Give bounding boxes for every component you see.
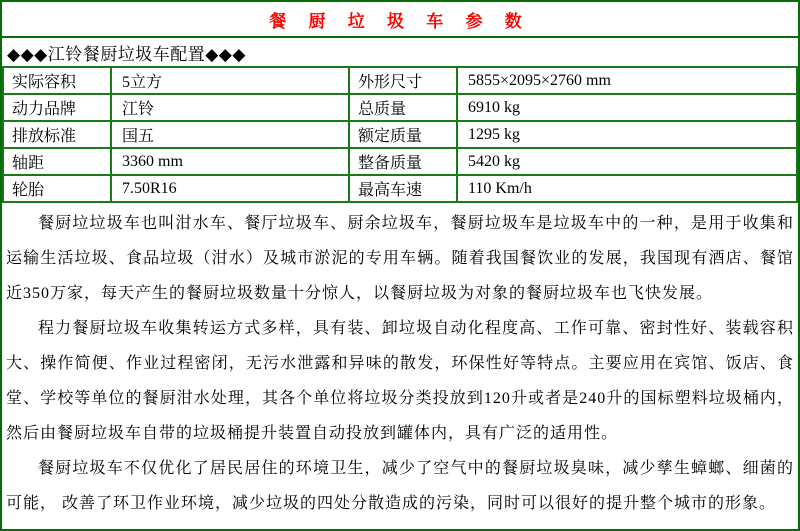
table-row xyxy=(3,94,797,121)
table-row xyxy=(3,121,797,148)
spec-label: 轴距 xyxy=(3,148,111,175)
spec-label: 总质量 xyxy=(349,94,457,121)
spec-label: 动力品牌 xyxy=(3,94,111,121)
table-row xyxy=(3,67,797,94)
spec-value: 5420 kg xyxy=(457,148,797,175)
description-section xyxy=(2,203,798,521)
table-row xyxy=(3,175,797,202)
description-paragraph: 餐厨垃垃圾车也叫泔水车、餐厅垃圾车、厨余垃圾车，餐厨垃圾车是垃圾车中的一种，是用于收集和运输生活垃圾、食品垃圾（泔水）及城市淤泥的专用车辆。随着我国餐饮业的发展，我国现有酒店、餐馆近350万家，每天产生的餐厨垃圾数量十分惊人，以餐厨垃圾为对象的餐厨垃圾车也飞快发展。 xyxy=(6,215,794,302)
spec-value: 3360 mm xyxy=(111,148,349,175)
spec-value: 6910 kg xyxy=(457,94,797,121)
spec-value: 5立方 xyxy=(111,67,349,94)
section-header-bar xyxy=(2,38,798,66)
title-bar xyxy=(2,2,798,38)
spec-value: 110 Km/h xyxy=(457,175,797,202)
spec-label: 实际容积 xyxy=(3,67,111,94)
spec-label: 整备质量 xyxy=(349,148,457,175)
spec-value: 1295 kg xyxy=(457,121,797,148)
spec-value: 7.50R16 xyxy=(111,175,349,202)
page-title: 餐 厨 垃 圾 车 参 数 xyxy=(269,11,531,31)
table-row xyxy=(3,148,797,175)
description-paragraph: 餐厨垃圾车不仅优化了居民居住的环境卫生，减少了空气中的餐厨垃圾臭味，减少孳生蟑螂、细菌的可能， 改善了环卫作业环境，减少垃圾的四处分散造成的污染，同时可以很好的提升整个城市的形象。 xyxy=(6,460,794,512)
spec-label: 最高车速 xyxy=(349,175,457,202)
section-header: ◆◆◆江铃餐厨垃圾车配置◆◆◆ xyxy=(7,44,246,64)
spec-label: 排放标准 xyxy=(3,121,111,148)
description-paragraph: 程力餐厨垃圾车收集转运方式多样，具有装、卸垃圾自动化程度高、工作可靠、密封性好、装载容积大、操作简便、作业过程密闭，无污水泄露和异味的散发，环保性好等特点。主要应用在宾馆、饭店、食堂、学校等单位的餐厨泔水处理，其各个单位将垃圾分类投放到120升或者是240升的国标塑料垃圾桶内，然后由餐厨垃圾车自带的垃圾桶提升装置自动投放到罐体内，具有广泛的适用性。 xyxy=(6,320,794,442)
spec-value: 5855×2095×2760 mm xyxy=(457,67,797,94)
spec-label: 外形尺寸 xyxy=(349,67,457,94)
spec-value: 国五 xyxy=(111,121,349,148)
spec-table xyxy=(2,66,798,203)
spec-value: 江铃 xyxy=(111,94,349,121)
spec-label: 额定质量 xyxy=(349,121,457,148)
spec-label: 轮胎 xyxy=(3,175,111,202)
